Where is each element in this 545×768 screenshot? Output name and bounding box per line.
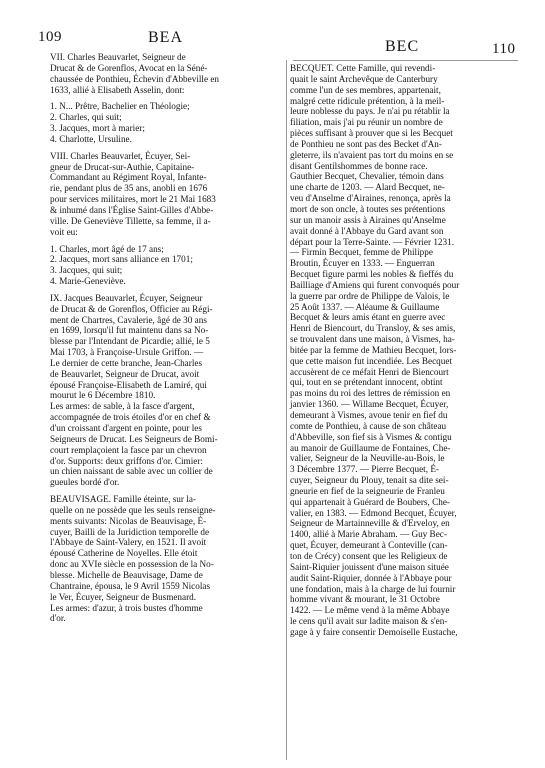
text-line: 1400, allié à Marie Abraham. — Guy Bec- bbox=[290, 529, 447, 540]
text-line: 1. Charles, mort âgé de 17 ans; bbox=[50, 243, 164, 254]
text-line: janvier 1360. — Willame Becquet, Écuyer, bbox=[290, 399, 449, 410]
text-line: cuyer, Seigneur du Plouy, tenait sa dite sei- bbox=[290, 475, 449, 486]
text-line: Le dernier de cette branche, Jean-Charles bbox=[50, 357, 203, 368]
text-line: gneurie en fief de la seigneurie de Franleu bbox=[290, 485, 445, 496]
header-rule bbox=[293, 60, 518, 61]
text-line: le cens qu'il avait sur ladite maison & s'en- bbox=[290, 616, 448, 627]
text-line: quet, Écuyer, demeurant à Conteville (can- bbox=[290, 540, 448, 551]
text-line: veu d'Anselme d'Airaines, renonça, après la bbox=[290, 193, 451, 204]
text-line: bitée par la femme de Mathieu Becquet, lors- bbox=[290, 344, 457, 355]
text-line: au manoir de Guillaume de Fontaines, Che- bbox=[290, 442, 451, 453]
text-line: départ pour la Terre-Sainte. — Février 1231. bbox=[290, 236, 454, 247]
text-line: Seigneurs de Drucat. Les Seigneurs de Bomi- bbox=[50, 433, 218, 444]
text-line: quait le saint Archevêque de Canterbury bbox=[290, 73, 438, 84]
text-line: Saint-Riquier jouissent d'une maison située bbox=[290, 561, 449, 572]
text-line: 3. Jacques, mort à marier; bbox=[50, 123, 145, 134]
text-line: leure noblesse du pays. Je n'ai pu rétablir la bbox=[290, 106, 450, 117]
text-line: mourut le 6 Décembre 1810. bbox=[50, 390, 156, 401]
text-line: disant Gentilshommes de bonne race. bbox=[290, 160, 428, 171]
text-line: l'Abbaye de Saint-Valery, en 1521. Il avoit bbox=[50, 537, 207, 548]
text-line: la guerre par ordre de Philippe de Valois, le bbox=[290, 290, 450, 301]
text-line: filiation, mais j'ai pu réunir un nombre de bbox=[290, 117, 443, 128]
text-line: BECQUET. Cette Famille, qui revendi- bbox=[290, 63, 436, 73]
text-line: une charte de 1203. — Alard Becquet, ne- bbox=[290, 182, 445, 193]
text-line: qui, tout en se prétendant innocent, obtint bbox=[290, 377, 443, 388]
text-line: de Drucat & de Gorenflos, Officier au Régi- bbox=[50, 303, 213, 314]
right-page-number: 110 bbox=[492, 41, 516, 57]
text-line: 3 Décembre 1377. — Pierre Becquet, É- bbox=[290, 464, 439, 475]
text-line: comte de Ponthieu, à cause de son château bbox=[290, 420, 447, 431]
text-line: voit eu: bbox=[50, 226, 78, 237]
text-line: — Firmin Becquet, femme de Philippe bbox=[290, 247, 433, 258]
text-line: Seigneur de Martainneville & d'Erveloy, en bbox=[290, 518, 450, 529]
text-line: sur un manoir assis à Airaines qu'Anselme bbox=[290, 214, 446, 225]
text-line: pièces suffisant à prouver que si les Becquet bbox=[290, 128, 453, 139]
text-line: rie, pendant plus de 35 ans, anobli en 1676 bbox=[50, 183, 208, 194]
text-line: d'or. bbox=[50, 613, 66, 624]
text-line: gage à y faire consentir Demoiselle Eustache, bbox=[290, 626, 458, 637]
text-line: ville. De Geneviève Tillette, sa femme, il a- bbox=[50, 215, 211, 226]
text-line: 4. Marie-Geneviève. bbox=[50, 276, 126, 287]
text-line: de Ponthieu ne sont pas des Becket d'An- bbox=[290, 138, 442, 149]
text-line: épousé Catherine de Noyelles. Elle étoit bbox=[50, 548, 198, 559]
text-line: IX. Jacques Beauvarlet, Écuyer, Seigneur bbox=[50, 292, 203, 303]
left-page-number: 109 bbox=[38, 29, 62, 45]
text-line: 2. Jacques, mort sans alliance en 1701; bbox=[50, 254, 193, 265]
text-line: 1. N... Prêtre, Bachelier en Théologie; bbox=[50, 101, 190, 112]
text-line: Chantraine, épousa, le 9 Avril 1559 Nicolas bbox=[50, 580, 211, 591]
text-line: ment de Chartres, Cavalerie, âgé de 30 ans bbox=[50, 314, 207, 325]
text-line: gueules bordé d'or. bbox=[50, 477, 120, 488]
text-line: demeurant à Vismes, avoue tenir en fief du bbox=[290, 410, 448, 420]
text-line: Mai 1703, à Françoise-Ursule Griffon. — bbox=[50, 347, 204, 358]
text-line: que cette maison fut incendiée. Les Becquet bbox=[290, 355, 452, 366]
text-line: malgré cette ridicule prétention, à la meil- bbox=[290, 95, 445, 106]
text-line: pour services militaires, mort le 21 Mai 1683 bbox=[50, 194, 216, 205]
left-running-head: BEA bbox=[148, 29, 183, 46]
text-line: BEAUVISAGE. Famille éteinte, sur la- bbox=[50, 494, 196, 505]
text-line: Bailliage d'Amiens qui furent convoqués pour bbox=[290, 279, 460, 290]
text-line: avait donné à l'Abbaye du Gard avant son bbox=[290, 225, 444, 236]
text-line: cuyer, Bailli de la Juridiction temporelle de bbox=[50, 526, 210, 537]
text-line: Les armes: de sable, à la fasce d'argent, bbox=[50, 401, 195, 412]
column-divider bbox=[286, 60, 287, 760]
text-line: homme vivant & mourant, le 31 Octobre bbox=[290, 594, 440, 605]
text-line: se trouvalent dans une maison, à Vismes, ha- bbox=[290, 334, 455, 345]
text-line: gneur de Drucat-sur-Authie, Capitaine- bbox=[50, 161, 195, 172]
text-line: accompagnée de trois étoiles d'or en chef & bbox=[50, 412, 211, 423]
text-line: de Beauvarlet, Seigneur de Drucat, avoit bbox=[50, 368, 200, 379]
text-line: audit Saint-Riquier, donnée à l'Abbaye pour bbox=[290, 572, 452, 583]
text-line: 2. Charles, qui suit; bbox=[50, 112, 122, 123]
text-line: accusèrent de ce méfait Henri de Biencourt bbox=[290, 366, 449, 377]
text-line: Becquet figure parmi les nobles & fieffés du bbox=[290, 269, 454, 280]
text-line: 1422. — Le même vend à la même Abbaye bbox=[290, 605, 450, 616]
text-line: 3. Jacques, qui suit; bbox=[50, 265, 123, 276]
text-line: gleterre, ils n'avaient pas tort du moins en se bbox=[290, 149, 454, 160]
text-line: d'Abbeville, son fief sis à Vismes & contigu bbox=[290, 431, 452, 442]
text-line: ments suivants: Nicolas de Beauvisage, É- bbox=[50, 515, 207, 526]
text-line: épousé Françoise-Elisabeth de Lamiré, qui bbox=[50, 379, 207, 390]
text-line: valier, en 1383. — Edmond Becquet, Écuyer, bbox=[290, 507, 457, 518]
text-line: d'or. Supports: deux griffons d'or. Cimier: bbox=[50, 455, 203, 466]
text-line: blesse par l'Intendant de Picardie; allié, le 5 bbox=[50, 336, 210, 347]
text-line: 25 Août 1337. — Aléaume & Guillaume bbox=[290, 301, 440, 312]
text-line: pas moins du roi des lettres de rémission en bbox=[290, 388, 451, 399]
text-line: en 1699, lorsqu'il fut maintenu dans sa No- bbox=[50, 325, 209, 336]
text-line: chaussée de Ponthieu, Échevin d'Abbeville en bbox=[50, 73, 220, 84]
text-line: blesse. Michelle de Beauvisage, Dame de bbox=[50, 569, 203, 580]
text-line: une fondation, mais à la charge de lui fournir bbox=[290, 583, 456, 594]
text-line: un chien naissant de sable avec un collier de bbox=[50, 466, 213, 477]
text-line: d'un croissant d'argent en pointe, pour les bbox=[50, 423, 202, 433]
text-line: valier, Seigneur de la Neuville-au-Bois, le bbox=[290, 453, 445, 464]
text-line: Henri de Biencourt, du Transloy, & ses amis, bbox=[290, 323, 456, 334]
text-line: le Ver, Écuyer, Seigneur de Busmenard. bbox=[50, 591, 197, 602]
text-line: ton de Crécy) consent que les Religieux de bbox=[290, 550, 448, 561]
right-text-column bbox=[290, 63, 526, 638]
text-line: Commandant au Régiment Royal, Infante- bbox=[50, 172, 207, 183]
text-line: quelle on ne possède que les seuls renseigne- bbox=[50, 504, 216, 515]
text-line: VII. Charles Beauvarlet, Seigneur de bbox=[50, 52, 186, 62]
left-text-column bbox=[50, 52, 283, 624]
text-line: Drucat & de Gorenflos, Avocat en la Séné- bbox=[50, 62, 208, 73]
text-line: court remplaçoient la fasce par un chevron bbox=[50, 444, 207, 455]
text-line: Broutin, Écuyer en 1333. — Enguerran bbox=[290, 258, 435, 269]
text-line: comme l'un de ses membres, appartenait, bbox=[290, 84, 441, 95]
text-line: 4. Charlotte, Ursuline. bbox=[50, 133, 132, 144]
text-line: & inhumé dans l'Église Saint-Gilles d'Abbe- bbox=[50, 204, 214, 215]
text-line: Gauthier Becquet, Chevalier, témoin dans bbox=[290, 171, 444, 182]
text-line: Becquet & leurs amis étant en guerre avec bbox=[290, 312, 446, 323]
text-line: donc au XVIe siècle en possession de la No- bbox=[50, 559, 214, 570]
text-line: 1633, allié à Elisabeth Asselin, dont: bbox=[50, 84, 185, 95]
text-line: VIII. Charles Beauvarlet, Écuyer, Sei- bbox=[50, 150, 191, 161]
text-line: Les armes: d'azur, à trois bustes d'homme bbox=[50, 602, 203, 613]
text-line: mort de son oncle, à toutes ses prétentions bbox=[290, 203, 446, 214]
right-running-head: BEC bbox=[385, 38, 420, 55]
text-line: qui appartenait à Guérard de Boubers, Che- bbox=[290, 496, 450, 507]
